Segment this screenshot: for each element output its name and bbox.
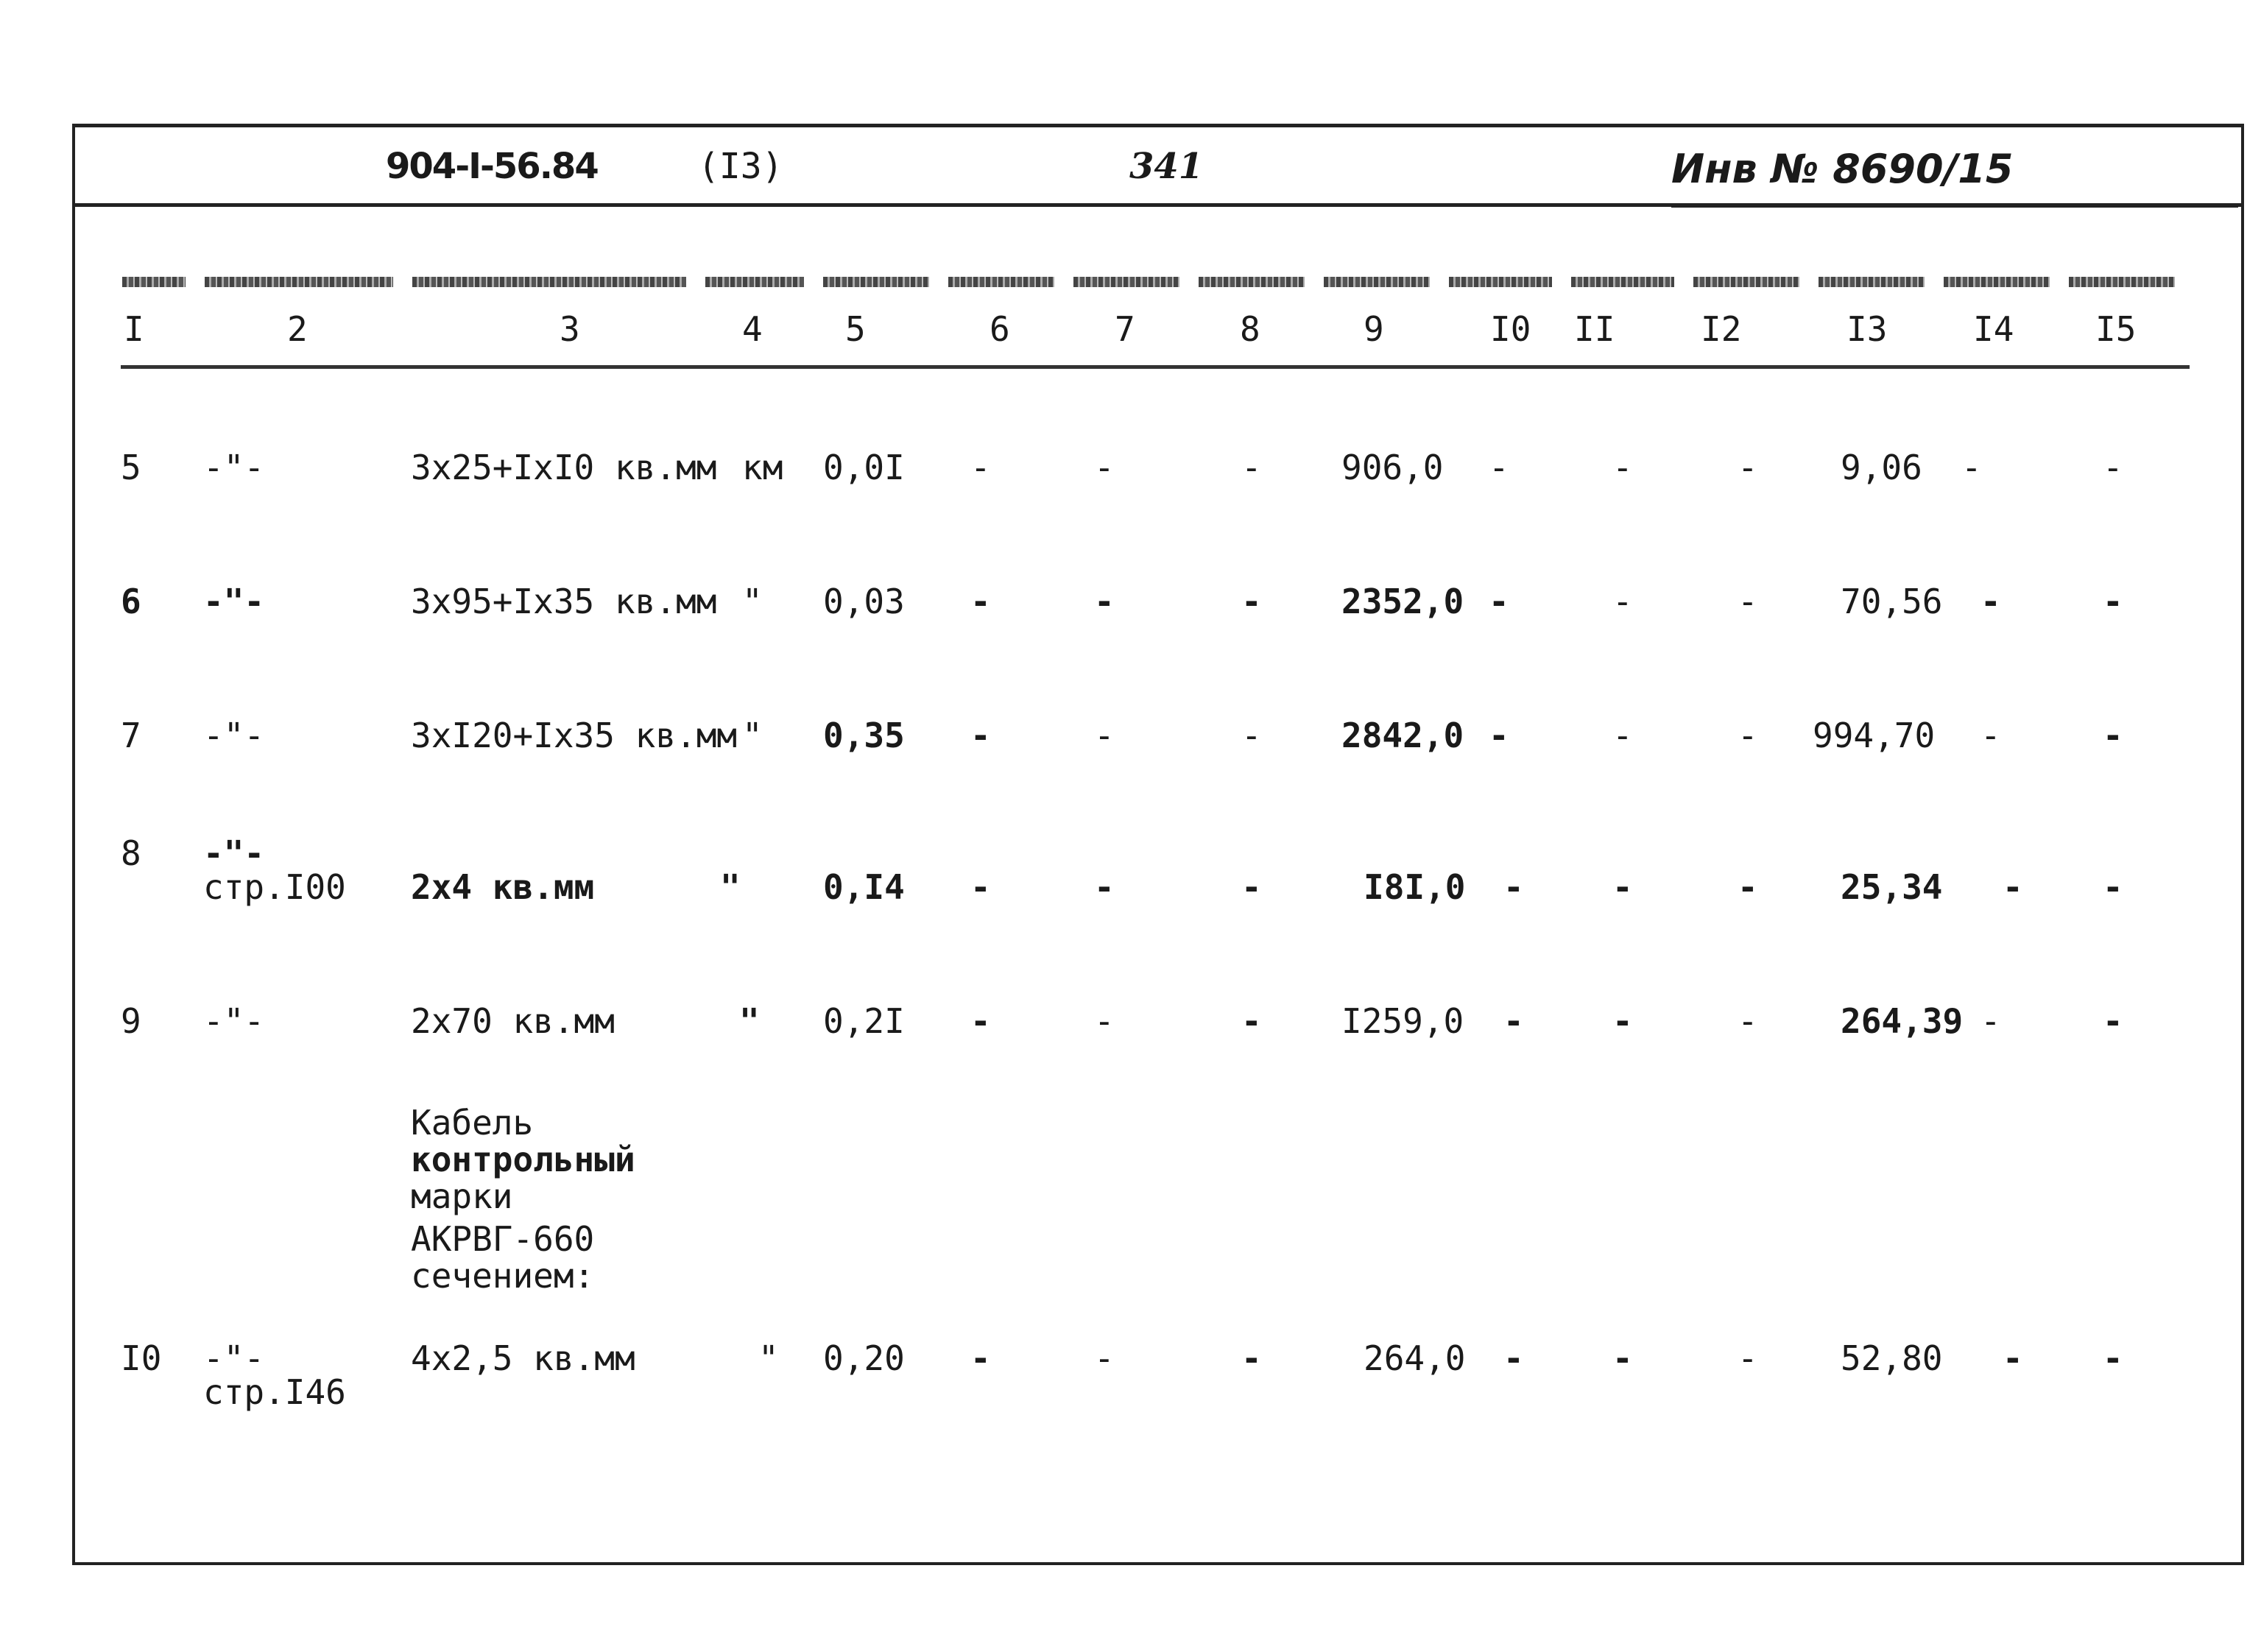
col9-value: 2842,0 (1341, 716, 1464, 755)
row-number: 5 (121, 448, 141, 487)
quantity: 0,20 (823, 1338, 905, 1378)
unit: " (758, 1338, 779, 1378)
col11-value: - (1612, 1338, 1633, 1378)
quantity: 0,35 (823, 716, 905, 755)
cable-section: 3xI20+Ix35 кв.мм (411, 716, 738, 755)
column-number-13: I3 (1846, 309, 1888, 349)
col8-value: - (1241, 716, 1262, 755)
col11-value: - (1612, 582, 1633, 621)
col8-value: - (1241, 1001, 1262, 1041)
column-number-rule (121, 365, 2190, 369)
column-number-8: 8 (1240, 309, 1260, 349)
column-mark (1073, 277, 1179, 287)
col6-value: - (970, 867, 991, 907)
column-mark (1944, 277, 2050, 287)
unit: " (742, 582, 763, 621)
col13-value: 9,06 (1841, 448, 1922, 487)
column-mark (948, 277, 1054, 287)
column-mark (1693, 277, 1799, 287)
col7-value: - (1094, 1338, 1115, 1378)
cable-section: 4x2,5 кв.мм (411, 1338, 635, 1378)
col7-value: - (1094, 716, 1115, 755)
column-number-12: I2 (1701, 309, 1742, 349)
col6-value: - (970, 1001, 991, 1041)
col10-value: - (1503, 1001, 1524, 1041)
col14-value: - (2003, 867, 2023, 907)
col11-value: - (1612, 448, 1633, 487)
col13-value: 994,70 (1813, 716, 1936, 755)
col12-value: - (1738, 582, 1758, 621)
column-number-14: I4 (1973, 309, 2014, 349)
col8-value: - (1241, 1338, 1262, 1378)
col12-value: - (1738, 1001, 1758, 1041)
col12-value: - (1738, 1338, 1758, 1378)
col9-value: 2352,0 (1341, 582, 1464, 621)
row-number: 8 (121, 833, 141, 873)
col11-value: - (1612, 716, 1633, 755)
column-number-15: I5 (2095, 309, 2137, 349)
col13-value: 70,56 (1841, 582, 1943, 621)
source-ditto: -"- (203, 833, 265, 873)
cable-description-line: сечением: (411, 1256, 595, 1296)
col7-value: - (1094, 582, 1115, 621)
col15-value: - (2103, 582, 2123, 621)
col15-value: - (2103, 1338, 2123, 1378)
col15-value: - (2103, 716, 2123, 755)
unit: " (720, 867, 741, 907)
cable-section: 2x70 кв.мм (411, 1001, 615, 1041)
cable-description-line: марки (411, 1176, 513, 1216)
col13-value: 52,80 (1841, 1338, 1943, 1378)
source-ditto: -"- (203, 448, 265, 487)
row-number: I0 (121, 1338, 162, 1378)
cable-description-line: Кабель (411, 1103, 534, 1143)
col7-value: - (1094, 1001, 1115, 1041)
column-mark (1199, 277, 1305, 287)
cable-section: 2x4 кв.мм (411, 867, 595, 907)
col14-value: - (1980, 716, 2001, 755)
col6-value: - (970, 1338, 991, 1378)
unit: " (739, 1001, 760, 1041)
col11-value: - (1612, 867, 1633, 907)
col14-value: - (1980, 582, 2001, 621)
cable-section: 3x95+Ix35 кв.мм (411, 582, 717, 621)
col6-value: - (970, 448, 991, 487)
col14-value: - (1961, 448, 1982, 487)
col6-value: - (970, 716, 991, 755)
column-number-5: 5 (845, 309, 866, 349)
source-ditto: -"- (203, 1001, 265, 1041)
column-mark (2069, 277, 2175, 287)
col15-value: - (2103, 1001, 2123, 1041)
column-number-1: I (124, 309, 144, 349)
row-number: 7 (121, 716, 141, 755)
column-mark (1571, 277, 1674, 287)
inventory-underline (1671, 205, 2238, 208)
row-number: 9 (121, 1001, 141, 1041)
column-number-11: II (1574, 309, 1615, 349)
unit: " (742, 716, 763, 755)
column-number-4: 4 (742, 309, 763, 349)
col10-value: - (1489, 582, 1509, 621)
col10-value: - (1489, 716, 1509, 755)
column-number-10: I0 (1490, 309, 1531, 349)
col14-value: - (2003, 1338, 2023, 1378)
column-mark (412, 277, 686, 287)
col8-value: - (1241, 448, 1262, 487)
inventory-number: Инв № 8690/15 (1671, 146, 2014, 192)
row-number: 6 (121, 582, 141, 621)
col7-value: - (1094, 867, 1115, 907)
source-ditto: -"- (203, 1338, 265, 1378)
col15-value: - (2103, 867, 2123, 907)
column-number-9: 9 (1364, 309, 1384, 349)
col8-value: - (1241, 582, 1262, 621)
sheet-number: (I3) (698, 146, 783, 187)
column-mark (1324, 277, 1430, 287)
column-mark (705, 277, 804, 287)
source-page: стр.I00 (203, 867, 346, 907)
col13-value: 264,39 (1841, 1001, 1964, 1041)
page-number: 341 (1129, 146, 1204, 187)
source-page: стр.I46 (203, 1372, 346, 1412)
document-code: 904-I-56.84 (386, 146, 598, 187)
unit: км (742, 448, 783, 487)
column-mark (205, 277, 393, 287)
column-mark (1819, 277, 1925, 287)
column-number-6: 6 (990, 309, 1010, 349)
col10-value: - (1503, 1338, 1524, 1378)
col14-value: - (1980, 1001, 2001, 1041)
source-ditto: -"- (203, 716, 265, 755)
col7-value: - (1094, 448, 1115, 487)
quantity: 0,0I (823, 448, 905, 487)
column-mark (823, 277, 929, 287)
col10-value: - (1503, 867, 1524, 907)
col12-value: - (1738, 448, 1758, 487)
column-number-3: 3 (560, 309, 580, 349)
quantity: 0,2I (823, 1001, 905, 1041)
col10-value: - (1489, 448, 1509, 487)
col15-value: - (2103, 448, 2123, 487)
col6-value: - (970, 582, 991, 621)
cable-description (411, 1104, 635, 1294)
col11-value: - (1612, 1001, 1633, 1041)
col12-value: - (1738, 867, 1758, 907)
cable-description-line: АКРВГ-660 (411, 1219, 595, 1259)
col9-value: 264,0 (1364, 1338, 1466, 1378)
col8-value: - (1241, 867, 1262, 907)
source-ditto: -"- (203, 582, 265, 621)
col12-value: - (1738, 716, 1758, 755)
column-mark (122, 277, 186, 287)
column-number-7: 7 (1115, 309, 1135, 349)
column-mark (1449, 277, 1552, 287)
column-number-2: 2 (287, 309, 308, 349)
cable-description-line: контрольный (411, 1140, 635, 1179)
cable-section: 3x25+IxI0 кв.мм (411, 448, 717, 487)
col9-value: 906,0 (1341, 448, 1444, 487)
col9-value: I259,0 (1341, 1001, 1464, 1041)
quantity: 0,03 (823, 582, 905, 621)
col9-value: I8I,0 (1364, 867, 1466, 907)
quantity: 0,I4 (823, 867, 905, 907)
col13-value: 25,34 (1841, 867, 1943, 907)
